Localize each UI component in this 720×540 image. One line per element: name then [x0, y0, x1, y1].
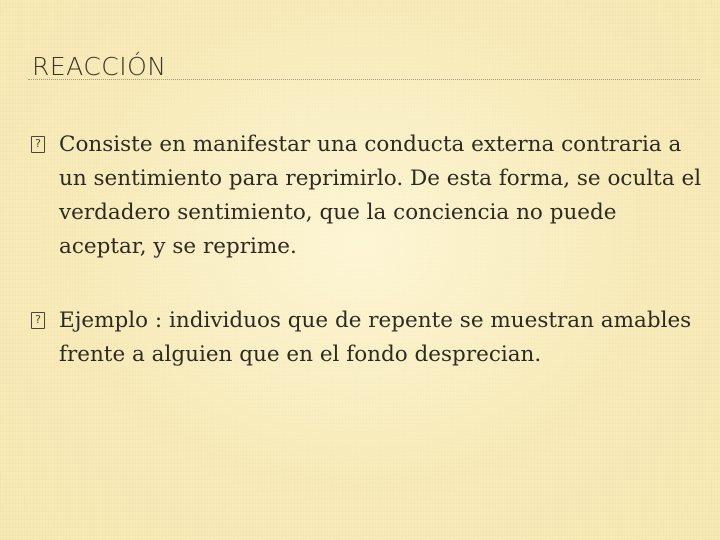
bullet-text: Ejemplo : individuos que de repente se muestran amables frente a alguien que en el fondo desprecian.: [59, 308, 692, 367]
title-divider: [28, 79, 700, 80]
missing-glyph-box-icon: ?: [31, 312, 45, 329]
slide-title: REACCIÓN: [32, 52, 167, 81]
bullet-item-example: [28, 304, 708, 372]
bullet-text: Consiste en manifestar una conducta externa contraria a un sentimiento para reprimirlo. De esta forma, se oculta el verdadero sentimiento, que la conciencia no puede aceptar, y se reprime.: [59, 132, 702, 259]
bullet-item-definition: [28, 128, 708, 264]
bullet-list: [28, 128, 708, 412]
missing-glyph-box-icon: ?: [31, 136, 45, 153]
